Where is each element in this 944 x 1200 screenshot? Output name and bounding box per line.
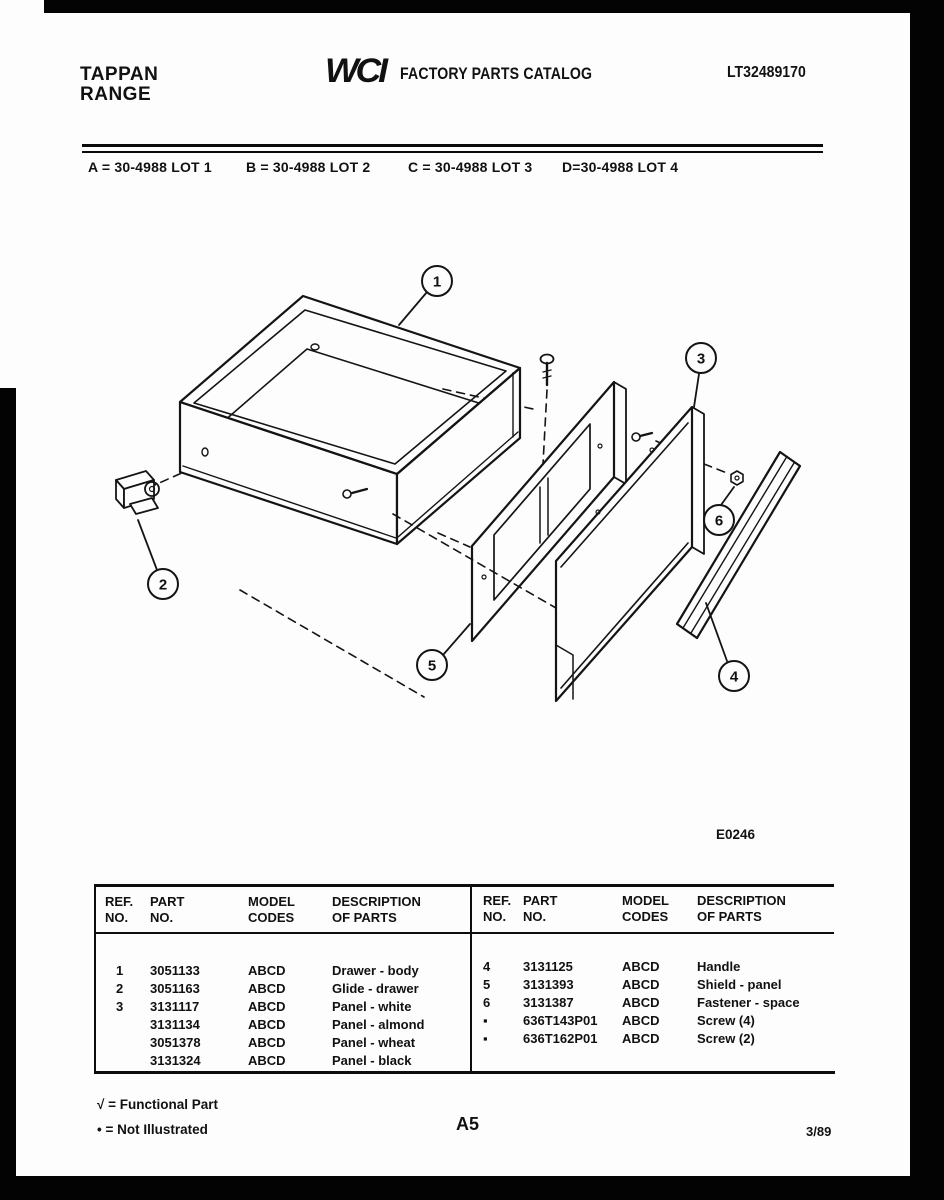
cell-part: 636T162P01 — [523, 1031, 598, 1046]
callout-1 — [399, 266, 452, 325]
page-number: A5 — [456, 1114, 480, 1134]
table-row — [470, 977, 840, 995]
table-row — [470, 1031, 840, 1049]
cell-part: 3051378 — [150, 1035, 201, 1050]
cell-ref: ▪ — [483, 1013, 488, 1028]
cell-desc: Screw (2) — [697, 1031, 755, 1046]
cell-part: 3131134 — [150, 1017, 200, 1032]
table-row — [470, 959, 840, 977]
lot-d: D=30-4988 LOT 4 — [562, 159, 679, 175]
callout-1-number: 1 — [432, 273, 442, 291]
brand-model: RANGE — [80, 84, 152, 105]
cell-ref: 2 — [116, 981, 124, 996]
cell-desc: Panel - almond — [332, 1017, 425, 1032]
brand-name: TAPPAN — [80, 64, 159, 85]
table-right-header-row: REF. NO. PART NO. MODEL CODES DESCRIPTION OF PARTS — [483, 893, 786, 924]
table-row — [95, 1017, 470, 1035]
callout-4-number: 4 — [729, 668, 739, 686]
screw-top-drawing — [541, 355, 554, 386]
cell-model: ABCD — [622, 977, 660, 992]
cell-desc: Panel - white — [332, 999, 412, 1014]
cell-model: ABCD — [248, 999, 286, 1014]
lot-b: B = 30-4988 LOT 2 — [246, 159, 371, 175]
table-bottom-border — [95, 1071, 835, 1074]
callout-6 — [704, 487, 734, 535]
table-row — [95, 999, 470, 1017]
catalog-title: FACTORY PARTS CATALOG — [400, 64, 593, 83]
cell-part: 3131324 — [150, 1053, 201, 1068]
cell-desc: Panel - black — [332, 1053, 412, 1068]
cell-part: 3131393 — [523, 977, 574, 992]
table-row — [95, 1053, 470, 1071]
document-number: LT32489170 — [727, 64, 806, 81]
glide-drawing — [116, 471, 159, 514]
table-row — [95, 963, 470, 981]
cell-model: ABCD — [248, 963, 286, 978]
table-top-border — [95, 884, 834, 887]
cell-ref: ▪ — [483, 1031, 488, 1046]
cell-ref: 5 — [483, 977, 491, 992]
table-row — [470, 995, 840, 1013]
table-header-separator — [95, 932, 834, 934]
date-code: 3/89 — [806, 1124, 832, 1139]
cell-desc: Panel - wheat — [332, 1035, 416, 1050]
legend-functional-part: √ = Functional Part — [97, 1097, 219, 1112]
cell-model: ABCD — [622, 1031, 660, 1046]
cell-model: ABCD — [248, 1053, 286, 1068]
cell-model: ABCD — [248, 981, 286, 996]
callout-3 — [686, 343, 716, 407]
cell-model: ABCD — [622, 995, 660, 1010]
lot-a: A = 30-4988 LOT 1 — [88, 159, 212, 175]
fastener-drawing — [731, 471, 743, 485]
cell-desc: Handle — [697, 959, 741, 974]
cell-model: ABCD — [248, 1017, 286, 1032]
callout-2-number: 2 — [158, 576, 168, 594]
cell-ref: 4 — [483, 959, 491, 974]
callout-5 — [417, 624, 470, 680]
diagram-code: E0246 — [716, 827, 756, 842]
cell-model: ABCD — [622, 1013, 660, 1028]
table-row — [95, 1035, 470, 1053]
cell-model: ABCD — [248, 1035, 286, 1050]
cell-part: 3131387 — [523, 995, 574, 1010]
wci-logo: WCI — [325, 52, 385, 90]
callout-3-number: 3 — [696, 350, 706, 368]
cell-part: 636T143P01 — [523, 1013, 598, 1028]
cell-ref: 6 — [483, 995, 491, 1010]
table-left-header-row: REF. NO. PART NO. MODEL CODES DESCRIPTION OF PARTS — [105, 894, 421, 925]
drawer-body-drawing — [180, 296, 520, 544]
cell-ref: 1 — [116, 963, 124, 978]
cell-part: 3131125 — [523, 959, 573, 974]
table-row — [95, 981, 470, 999]
cell-desc: Shield - panel — [697, 977, 782, 992]
callout-4 — [706, 603, 749, 691]
table-row — [470, 1013, 840, 1031]
lot-c: C = 30-4988 LOT 3 — [408, 159, 533, 175]
cell-desc: Glide - drawer — [332, 981, 419, 996]
cell-part: 3131117 — [150, 999, 200, 1014]
cell-ref: 3 — [116, 999, 124, 1014]
callout-5-number: 5 — [427, 657, 437, 675]
screw-side-drawing — [632, 433, 652, 441]
cell-desc: Screw (4) — [697, 1013, 755, 1028]
cell-desc: Drawer - body — [332, 963, 419, 978]
cell-desc: Fastener - space — [697, 995, 800, 1010]
cell-part: 3051163 — [150, 981, 200, 996]
callout-2 — [138, 520, 178, 599]
cell-part: 3051133 — [150, 963, 200, 978]
callout-6-number: 6 — [714, 512, 724, 530]
legend-not-illustrated: • = Not Illustrated — [97, 1122, 208, 1137]
cell-model: ABCD — [622, 959, 660, 974]
